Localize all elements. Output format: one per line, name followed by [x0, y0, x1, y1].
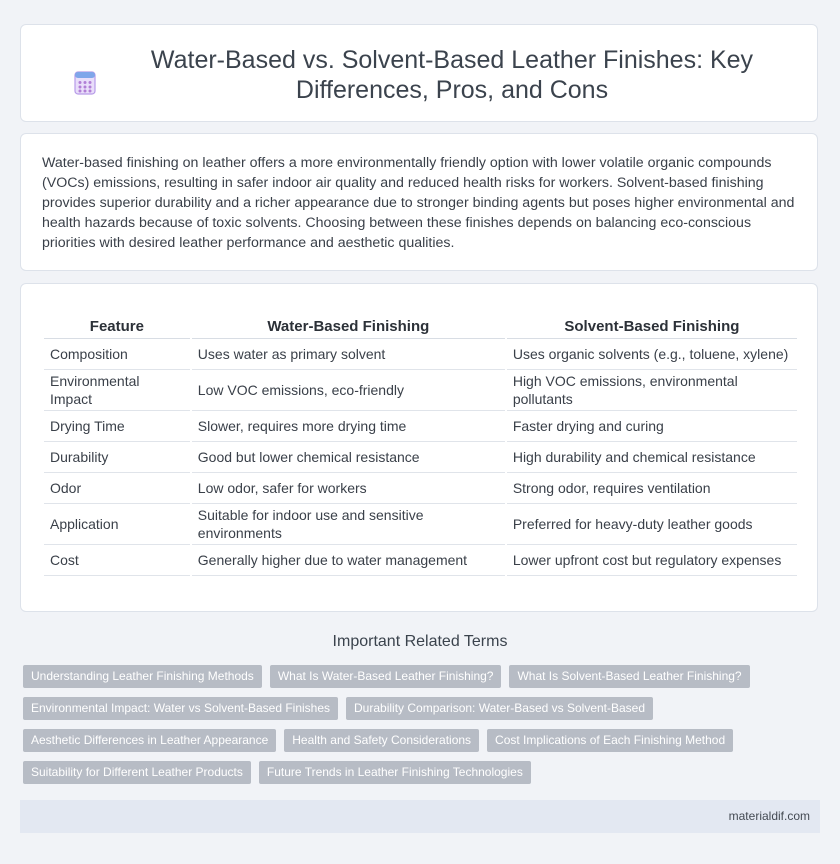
table-header-row [44, 314, 797, 339]
solvent-based-cell: Uses organic solvents (e.g., toluene, xylene) [507, 339, 797, 370]
related-term-tag[interactable]: Cost Implications of Each Finishing Method [487, 729, 733, 752]
table-row [44, 339, 797, 370]
table-row [44, 473, 797, 504]
feature-cell: Odor [44, 473, 190, 504]
table-row [44, 442, 797, 473]
water-based-cell: Generally higher due to water management [192, 545, 505, 576]
feature-cell: Composition [44, 339, 190, 370]
column-header: Water-Based Finishing [192, 314, 505, 339]
solvent-based-cell: Faster drying and curing [507, 411, 797, 442]
feature-cell: Application [44, 504, 190, 545]
comparison-card [20, 283, 818, 612]
related-term-tag[interactable]: Future Trends in Leather Finishing Technologies [259, 761, 531, 784]
solvent-based-cell: Strong odor, requires ventilation [507, 473, 797, 504]
solvent-based-cell: High durability and chemical resistance [507, 442, 797, 473]
related-terms-list [23, 665, 813, 793]
related-term-tag[interactable]: Suitability for Different Leather Products [23, 761, 251, 784]
table-row [44, 545, 797, 576]
related-term-tag[interactable]: What Is Water-Based Leather Finishing? [270, 665, 502, 688]
related-term-tag[interactable]: Durability Comparison: Water-Based vs Solvent-Based [346, 697, 653, 720]
water-based-cell: Low VOC emissions, eco-friendly [192, 370, 505, 411]
feature-cell: Environmental Impact [44, 370, 190, 411]
related-terms-heading: Important Related Terms [332, 633, 508, 650]
related-term-tag[interactable]: What Is Solvent-Based Leather Finishing? [509, 665, 749, 688]
water-based-cell: Slower, requires more drying time [192, 411, 505, 442]
footer [20, 800, 820, 833]
tag-row [23, 697, 813, 720]
solvent-based-cell: High VOC emissions, environmental pollutants [507, 370, 797, 411]
column-header: Solvent-Based Finishing [507, 314, 797, 339]
feature-cell: Cost [44, 545, 190, 576]
feature-cell: Durability [44, 442, 190, 473]
tag-row [23, 729, 813, 752]
table-row [44, 504, 797, 545]
table-row [44, 411, 797, 442]
feature-cell: Drying Time [44, 411, 190, 442]
tag-row [23, 665, 813, 688]
related-term-tag[interactable]: Environmental Impact: Water vs Solvent-Based Finishes [23, 697, 338, 720]
water-based-cell: Low odor, safer for workers [192, 473, 505, 504]
table-row [44, 370, 797, 411]
water-based-cell: Suitable for indoor use and sensitive environments [192, 504, 505, 545]
solvent-based-cell: Preferred for heavy-duty leather goods [507, 504, 797, 545]
water-based-cell: Good but lower chemical resistance [192, 442, 505, 473]
page-title: Water-Based vs. Solvent-Based Leather Finishes: Key Differences, Pros, and Cons [150, 46, 754, 104]
tag-row [23, 761, 813, 784]
solvent-based-cell: Lower upfront cost but regulatory expenses [507, 545, 797, 576]
footer-site-link[interactable]: materialdif.com [728, 809, 810, 823]
column-header: Feature [44, 314, 190, 339]
comparison-table [42, 314, 799, 576]
intro-card [20, 133, 818, 271]
related-term-tag[interactable]: Understanding Leather Finishing Methods [23, 665, 262, 688]
intro-paragraph: Water-based finishing on leather offers a more environmentally friendly option with lower volatile organic compounds (VOCs) emissions, resulting in safer indoor air quality and reduced health risks for workers. Solvent-based finishing provides superior durability and a richer appearance due to stronger binding agents but poses higher environmental and health hazards because of toxic solvents. Choosing between these finishes depends on balancing eco-conscious priorities with desired leather performance and aesthetic qualities. [42, 155, 795, 251]
related-term-tag[interactable]: Health and Safety Considerations [284, 729, 479, 752]
related-term-tag[interactable]: Aesthetic Differences in Leather Appearance [23, 729, 276, 752]
header-card [20, 24, 818, 122]
water-based-cell: Uses water as primary solvent [192, 339, 505, 370]
